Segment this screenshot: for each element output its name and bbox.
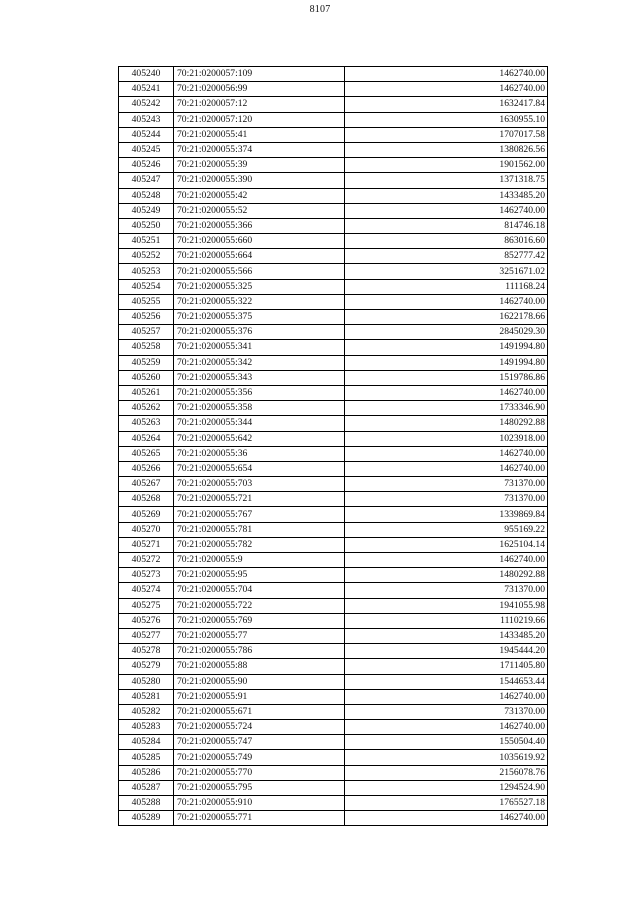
cadastral-value-cell: 955169.22 [345,522,548,537]
table-row [119,765,548,780]
cadastral-number-cell: 70:21:0200055:95 [174,568,345,583]
cadastral-value-cell: 1945444.20 [345,644,548,659]
table-row [119,613,548,628]
row-number-cell: 405261 [119,385,174,400]
row-number-cell: 405277 [119,628,174,643]
row-number-cell: 405249 [119,203,174,218]
cadastral-value-cell: 1462740.00 [345,461,548,476]
cadastral-value-cell: 1462740.00 [345,82,548,97]
table-row [119,537,548,552]
cadastral-value-cell: 1765527.18 [345,796,548,811]
table-row [119,674,548,689]
cadastral-value-cell: 1433485.20 [345,188,548,203]
cadastral-value-cell: 1630955.10 [345,112,548,127]
cadastral-number-cell: 70:21:0200055:366 [174,218,345,233]
table-row [119,431,548,446]
table-row [119,659,548,674]
row-number-cell: 405282 [119,704,174,719]
row-number-cell: 405270 [119,522,174,537]
cadastral-value-cell: 1711405.80 [345,659,548,674]
cadastral-number-cell: 70:21:0200055:39 [174,158,345,173]
cadastral-number-cell: 70:21:0200055:390 [174,173,345,188]
table-row [119,112,548,127]
cadastral-number-cell: 70:21:0200055:343 [174,370,345,385]
cadastral-number-cell: 70:21:0200055:722 [174,598,345,613]
row-number-cell: 405262 [119,401,174,416]
row-number-cell: 405269 [119,507,174,522]
table-row [119,234,548,249]
row-number-cell: 405247 [119,173,174,188]
row-number-cell: 405280 [119,674,174,689]
cadastral-value-cell: 1707017.58 [345,127,548,142]
cadastral-number-cell: 70:21:0200055:910 [174,796,345,811]
row-number-cell: 405272 [119,553,174,568]
row-number-cell: 405271 [119,537,174,552]
row-number-cell: 405267 [119,477,174,492]
cadastral-number-cell: 70:21:0200057:12 [174,97,345,112]
cadastral-value-cell: 1480292.88 [345,416,548,431]
cadastral-value-cell: 1294524.90 [345,780,548,795]
table-row [119,294,548,309]
row-number-cell: 405268 [119,492,174,507]
cadastral-value-cell: 1544653.44 [345,674,548,689]
cadastral-number-cell: 70:21:0200055:781 [174,522,345,537]
cadastral-value-cell: 1462740.00 [345,203,548,218]
table-row [119,127,548,142]
table-row [119,188,548,203]
table-row [119,553,548,568]
row-number-cell: 405286 [119,765,174,780]
cadastral-value-cell: 731370.00 [345,477,548,492]
row-number-cell: 405259 [119,355,174,370]
cadastral-value-cell: 3251671.02 [345,264,548,279]
row-number-cell: 405289 [119,811,174,826]
cadastral-number-cell: 70:21:0200055:770 [174,765,345,780]
cadastral-number-cell: 70:21:0200055:724 [174,720,345,735]
row-number-cell: 405255 [119,294,174,309]
cadastral-value-cell: 1733346.90 [345,401,548,416]
table-row [119,385,548,400]
cadastral-number-cell: 70:21:0200055:358 [174,401,345,416]
cadastral-number-cell: 70:21:0200055:664 [174,249,345,264]
table-row [119,796,548,811]
cadastral-number-cell: 70:21:0200055:771 [174,811,345,826]
cadastral-number-cell: 70:21:0200055:721 [174,492,345,507]
table-row [119,735,548,750]
cadastral-number-cell: 70:21:0200055:671 [174,704,345,719]
table-row [119,644,548,659]
table-row [119,279,548,294]
row-number-cell: 405245 [119,142,174,157]
cadastral-number-cell: 70:21:0200055:704 [174,583,345,598]
table-row [119,218,548,233]
cadastral-value-cell: 1462740.00 [345,811,548,826]
cadastral-number-cell: 70:21:0200055:660 [174,234,345,249]
row-number-cell: 405241 [119,82,174,97]
row-number-cell: 405285 [119,750,174,765]
table-row [119,340,548,355]
cadastral-value-cell: 1371318.75 [345,173,548,188]
row-number-cell: 405251 [119,234,174,249]
table-row [119,325,548,340]
cadastral-value-cell: 814746.18 [345,218,548,233]
cadastral-value-cell: 1491994.80 [345,340,548,355]
table-row [119,492,548,507]
cadastral-value-cell: 2845029.30 [345,325,548,340]
cadastral-number-cell: 70:21:0200055:342 [174,355,345,370]
page-number: 8107 [309,4,331,15]
cadastral-value-cell: 1625104.14 [345,537,548,552]
table-row [119,780,548,795]
row-number-cell: 405250 [119,218,174,233]
cadastral-number-cell: 70:21:0200055:767 [174,507,345,522]
row-number-cell: 405266 [119,461,174,476]
cadastral-value-cell: 1110219.66 [345,613,548,628]
cadastral-number-cell: 70:21:0200055:654 [174,461,345,476]
cadastral-value-cell: 1462740.00 [345,720,548,735]
cadastral-number-cell: 70:21:0200057:120 [174,112,345,127]
table-row [119,477,548,492]
cadastral-value-cell: 1462740.00 [345,67,548,82]
cadastral-value-cell: 1462740.00 [345,385,548,400]
cadastral-number-cell: 70:21:0200055:344 [174,416,345,431]
row-number-cell: 405258 [119,340,174,355]
cadastral-number-cell: 70:21:0200055:77 [174,628,345,643]
row-number-cell: 405275 [119,598,174,613]
cadastral-value-cell: 731370.00 [345,704,548,719]
table-row [119,568,548,583]
row-number-cell: 405243 [119,112,174,127]
cadastral-value-cell: 731370.00 [345,583,548,598]
cadastral-value-cell: 1632417.84 [345,97,548,112]
cadastral-number-cell: 70:21:0200055:91 [174,689,345,704]
cadastral-number-cell: 70:21:0200055:36 [174,446,345,461]
row-number-cell: 405265 [119,446,174,461]
table-row [119,461,548,476]
table-row [119,67,548,82]
table-row [119,158,548,173]
table-row [119,97,548,112]
row-number-cell: 405273 [119,568,174,583]
table-row [119,173,548,188]
table-row [119,446,548,461]
cadastral-number-cell: 70:21:0200055:786 [174,644,345,659]
cadastral-value-cell: 1901562.00 [345,158,548,173]
cadastral-value-cell: 1941055.98 [345,598,548,613]
cadastral-number-cell: 70:21:0200055:374 [174,142,345,157]
row-number-cell: 405248 [119,188,174,203]
cadastral-value-cell: 2156078.76 [345,765,548,780]
cadastral-value-cell: 1462740.00 [345,689,548,704]
cadastral-number-cell: 70:21:0200055:9 [174,553,345,568]
cadastral-value-cell: 1550504.40 [345,735,548,750]
table-row [119,750,548,765]
cadastral-value-cell: 1462740.00 [345,294,548,309]
row-number-cell: 405256 [119,310,174,325]
cadastral-value-cell: 1023918.00 [345,431,548,446]
table-row [119,720,548,735]
cadastral-number-cell: 70:21:0200055:42 [174,188,345,203]
table-row [119,689,548,704]
cadastral-value-cell: 852777.42 [345,249,548,264]
cadastral-value-cell: 1462740.00 [345,553,548,568]
cadastral-number-cell: 70:21:0200055:749 [174,750,345,765]
row-number-cell: 405240 [119,67,174,82]
table-row [119,811,548,826]
table-row [119,704,548,719]
registry-table [118,66,548,826]
row-number-cell: 405263 [119,416,174,431]
cadastral-value-cell: 1519786.86 [345,370,548,385]
cadastral-number-cell: 70:21:0200055:375 [174,310,345,325]
cadastral-value-cell: 1462740.00 [345,446,548,461]
row-number-cell: 405264 [119,431,174,446]
cadastral-value-cell: 1339869.84 [345,507,548,522]
row-number-cell: 405281 [119,689,174,704]
cadastral-number-cell: 70:21:0200057:109 [174,67,345,82]
cadastral-number-cell: 70:21:0200055:88 [174,659,345,674]
table-row [119,203,548,218]
table-row [119,82,548,97]
cadastral-number-cell: 70:21:0200055:341 [174,340,345,355]
table-row [119,310,548,325]
row-number-cell: 405288 [119,796,174,811]
cadastral-value-cell: 1035619.92 [345,750,548,765]
table-row [119,370,548,385]
cadastral-value-cell: 1622178.66 [345,310,548,325]
cadastral-number-cell: 70:21:0200055:41 [174,127,345,142]
row-number-cell: 405252 [119,249,174,264]
cadastral-number-cell: 70:21:0200055:795 [174,780,345,795]
row-number-cell: 405287 [119,780,174,795]
table-row [119,522,548,537]
cadastral-value-cell: 1480292.88 [345,568,548,583]
cadastral-value-cell: 1491994.80 [345,355,548,370]
table-row [119,416,548,431]
cadastral-number-cell: 70:21:0200055:747 [174,735,345,750]
table-row [119,355,548,370]
row-number-cell: 405283 [119,720,174,735]
row-number-cell: 405246 [119,158,174,173]
cadastral-number-cell: 70:21:0200055:90 [174,674,345,689]
table-row [119,583,548,598]
table-row [119,507,548,522]
row-number-cell: 405253 [119,264,174,279]
row-number-cell: 405276 [119,613,174,628]
cadastral-number-cell: 70:21:0200055:356 [174,385,345,400]
table-row [119,401,548,416]
cadastral-value-cell: 863016.60 [345,234,548,249]
row-number-cell: 405274 [119,583,174,598]
table-row [119,264,548,279]
row-number-cell: 405260 [119,370,174,385]
cadastral-value-cell: 111168.24 [345,279,548,294]
cadastral-value-cell: 1380826.56 [345,142,548,157]
cadastral-number-cell: 70:21:0200055:782 [174,537,345,552]
table-row [119,142,548,157]
table-row [119,249,548,264]
cadastral-number-cell: 70:21:0200055:703 [174,477,345,492]
cadastral-value-cell: 1433485.20 [345,628,548,643]
cadastral-number-cell: 70:21:0200055:322 [174,294,345,309]
row-number-cell: 405244 [119,127,174,142]
row-number-cell: 405279 [119,659,174,674]
cadastral-number-cell: 70:21:0200055:52 [174,203,345,218]
table-row [119,628,548,643]
row-number-cell: 405257 [119,325,174,340]
cadastral-number-cell: 70:21:0200055:376 [174,325,345,340]
row-number-cell: 405284 [119,735,174,750]
row-number-cell: 405242 [119,97,174,112]
cadastral-number-cell: 70:21:0200055:769 [174,613,345,628]
cadastral-number-cell: 70:21:0200055:325 [174,279,345,294]
row-number-cell: 405278 [119,644,174,659]
cadastral-number-cell: 70:21:0200056:99 [174,82,345,97]
cadastral-number-cell: 70:21:0200055:642 [174,431,345,446]
row-number-cell: 405254 [119,279,174,294]
cadastral-number-cell: 70:21:0200055:566 [174,264,345,279]
table-body [119,67,548,826]
table-row [119,598,548,613]
cadastral-value-cell: 731370.00 [345,492,548,507]
